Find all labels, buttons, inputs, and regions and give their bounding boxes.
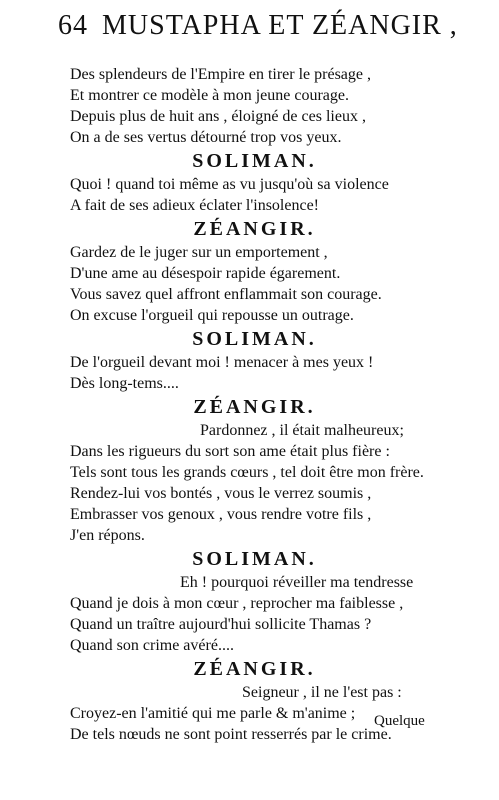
verse-line: Croyez-en l'amitié qui me parle & m'anime ; [70,705,356,722]
verse-line: Dans les rigueurs du sort son ame était plus fière : [70,443,390,460]
verse-line: Vous savez quel affront enflammait son courage. [70,286,382,303]
verse-line: Depuis plus de huit ans , éloigné de ces lieux , [70,108,366,125]
verse-line: Et montrer ce modèle à mon jeune courage. [70,87,349,104]
verse-line: Des splendeurs de l'Empire en tirer le présage , [70,66,371,83]
verse-line: Gardez de le juger sur un emportement , [70,244,328,261]
verse-line: On excuse l'orgueil qui repousse un outrage. [70,307,354,324]
verse-line: De l'orgueil devant moi ! menacer à mes yeux ! [70,354,374,371]
verse-line: Dès long-tems.... [70,375,179,392]
verse-line: Quand un traître aujourd'hui sollicite Thamas ? [70,616,372,633]
catchword: Quelque [374,713,425,729]
verse-line: A fait de ses adieux éclater l'insolence! [70,197,319,214]
running-title: MUSTAPHA ET ZÉANGIR , [102,10,458,41]
verse-line: Embrasser vos genoux , vous rendre votre fils , [70,506,372,523]
verse-line: Quand son crime avéré.... [70,637,234,654]
verse-line: Pardonnez , il était malheureux; [200,422,404,439]
verse-line: D'une ame au désespoir rapide égarement. [70,265,341,282]
speaker-name: SOLIMAN. [192,150,317,172]
verse-line: Eh ! pourquoi réveiller ma tendresse [180,574,414,591]
speaker-name: SOLIMAN. [192,548,317,570]
verse-line: De tels nœuds ne sont point resserrés par le crime. [70,726,392,743]
page-number: 64 [58,10,88,41]
verse-line: Quoi ! quand toi même as vu jusqu'où sa violence [70,176,389,193]
verse-line: Tels sont tous les grands cœurs , tel doit être mon frère. [70,464,424,481]
running-header [58,10,458,60]
speaker-name: ZÉANGIR. [193,658,316,680]
speaker-name: SOLIMAN. [192,328,317,350]
speaker-name: ZÉANGIR. [193,396,316,418]
verse-line: Seigneur , il ne l'est pas : [242,684,402,701]
verse-line: J'en répons. [70,527,145,544]
speaker-name: ZÉANGIR. [193,218,316,240]
verse-line: Quand je dois à mon cœur , reprocher ma faiblesse , [70,595,404,612]
verse-line: On a de ses vertus détourné trop vos yeux. [70,129,342,146]
play-text [70,64,439,745]
verse-line: Rendez-lui vos bontés , vous le verrez soumis , [70,485,372,502]
